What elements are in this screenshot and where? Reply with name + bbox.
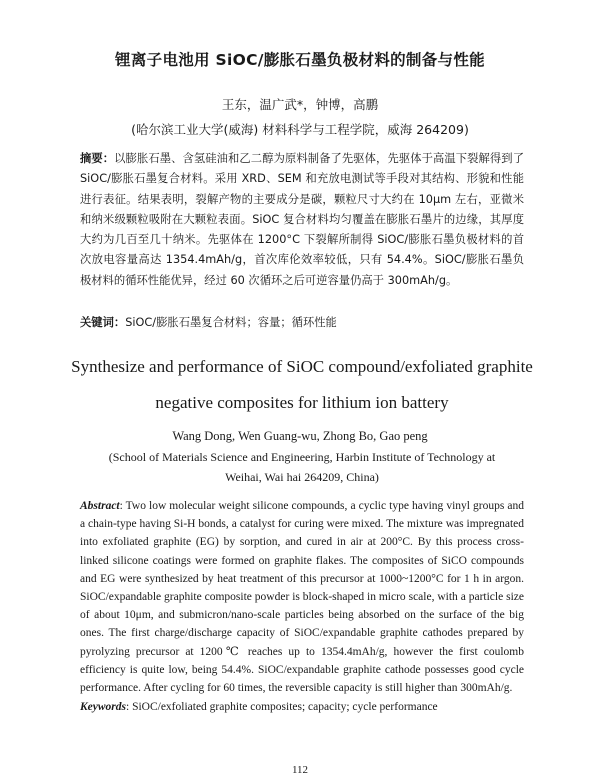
english-abstract-text: : Two low molecular weight silicone compounds, a cyclic type having vinyl groups and a chain-type having Si-H bonds, a catalyst for curing were mixed. The mixture was impregnated into exfoliated graphite (EG) by sorption, and cured in air at 200°C. By this process cross-linked silicone coatings were formed on graphite flakes. The composites of SiCO compounds and EG were synthesized by heat treatment of this precursor at 1000~1200°C for 1 h in argon. SiOC/expandable graphite composite powder is block-shaped in micro scale, with a particle size of about 10μm, and submicron/nano-scale particles being absorbed on the surface of the big ones. The first charge/discharge capacity of SiOC/expandable graphite cathodes prepared by pyrolyzing precursor at 1200℃ reaches up to 1354.4mAh/g, however the first coulomb efficiency is quite low, being 54.4%. SiOC/expandable graphite cathode possesses good cycle performance. After cycling for 60 times, the reversible capacity is still higher than 300mAh/g. [80,500,524,695]
chinese-abstract [80,149,524,291]
chinese-abstract-label: 摘要： [80,152,115,165]
english-keywords-label: Keywords [80,701,126,713]
english-keywords-text: : SiOC/exfoliated graphite composites; capacity; cycle performance [126,701,438,713]
chinese-affiliation: (哈尔滨工业大学(威海) 材料科学与工程学院，威海 264209) [131,122,469,137]
chinese-keywords-label: 关键词： [80,316,126,329]
chinese-title: 锂离子电池用 SiOC/膨胀石墨负极材料的制备与性能 [115,51,485,69]
page-number: 112 [291,764,309,776]
english-affiliation: (School of Materials Science and Engineering, Harbin Institute of Technology at Weihai, Wai hai 264209, China) [108,450,496,484]
chinese-keywords [80,313,524,333]
english-keywords [80,698,524,716]
chinese-authors: 王东，温广武*，钟博，高鹏 [221,97,379,112]
chinese-abstract-text: 以膨胀石墨、含氢硅油和乙二醇为原料制备了先驱体，先驱体于高温下裂解得到了 SiOC/膨胀石墨复合材料。采用 XRD、SEM 和充放电测试等手段对其结构、形貌和性能进行表征。结果表明，裂解产物的主要成分是碳，颗粒尺寸大约在 10μm 左右，亚微米和纳米级颗粒吸附在大颗粒表面。SiOC 复合材料均匀覆盖在膨胀石墨片的边缘，其厚度大约为几百至几十纳米。先驱体在 1200°C 下裂解所制得 SiOC/膨胀石墨负极材料的首次放电容量高达 1354.4mAh/g，首次库伦效率较低，只有 54.4%。SiOC/膨胀石墨负极材料的循环性能优异，经过 60 次循环之后可逆容量仍高于 300mAh/g。 [80,152,524,287]
english-authors: Wang Dong, Wen Guang-wu, Zhong Bo, Gao peng [172,429,428,443]
english-title: Synthesize and performance of SiOC compound/exfoliated graphite negative composites for lithium ion battery [71,357,533,412]
english-abstract-label: Abstract [80,500,120,512]
english-abstract [80,497,524,697]
chinese-keywords-text: SiOC/膨胀石墨复合材料；容量；循环性能 [125,316,337,329]
